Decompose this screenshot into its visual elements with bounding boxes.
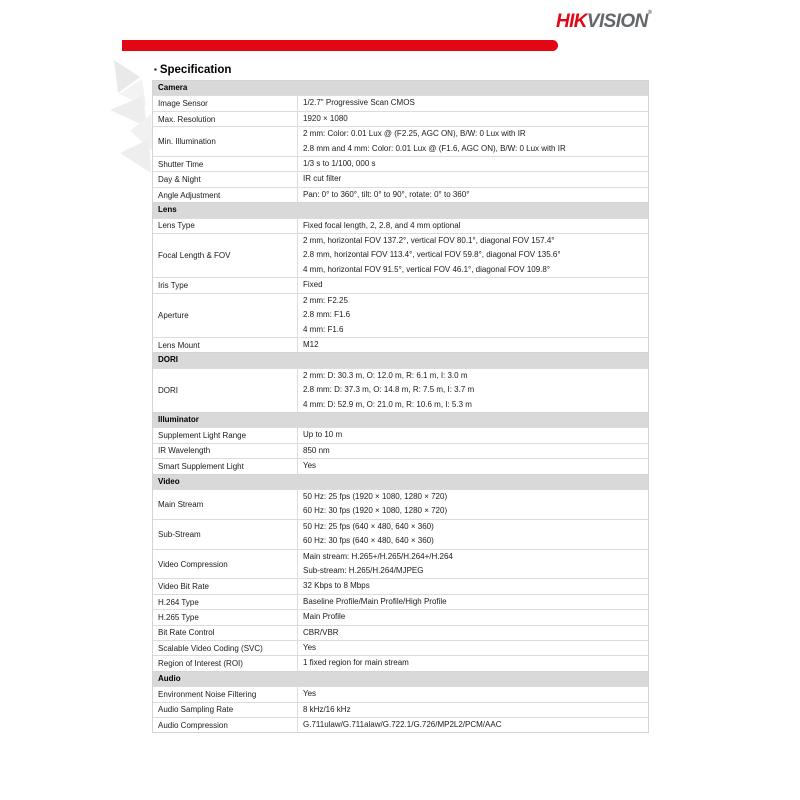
row-label [153, 490, 298, 519]
row-value [298, 294, 648, 337]
section-header-lens: Lens [153, 202, 648, 217]
row-label [153, 219, 298, 233]
row-value-line: Fixed focal length, 2, 2.8, and 4 mm optional [303, 220, 461, 230]
table-row [153, 427, 648, 442]
row-value [298, 490, 648, 519]
logo-hik-text: HIK [556, 11, 587, 32]
row-label-text: Video Compression [158, 559, 228, 569]
row-label-text: DORI [158, 385, 178, 395]
table-row [153, 156, 648, 171]
row-label [153, 444, 298, 458]
row-label-text: Shutter Time [158, 159, 204, 169]
table-row [153, 655, 648, 670]
row-label-text: Supplement Light Range [158, 431, 247, 441]
row-value-line: Yes [303, 689, 317, 699]
row-value-line: Up to 10 m [303, 430, 343, 440]
row-value-line: 1/2.7" Progressive Scan CMOS [303, 98, 415, 108]
row-label-text: Audio Sampling Rate [158, 705, 234, 715]
row-value-line: 60 Hz: 30 fps (640 × 480, 640 × 360) [303, 536, 434, 546]
table-row [153, 126, 648, 156]
row-label-text: Aperture [158, 310, 189, 320]
row-value-line: 32 Kbps to 8 Mbps [303, 581, 370, 591]
row-value-line: Yes [303, 461, 317, 471]
row-label-text: Lens Type [158, 221, 195, 231]
row-label-text: Angle Adjustment [158, 190, 221, 200]
row-label [153, 610, 298, 624]
row-value-line: 2.8 mm, horizontal FOV 113.4°, vertical FOV 59.8°, diagonal FOV 135.6° [303, 250, 561, 260]
row-value-line: 1/3 s to 1/100, 000 s [303, 159, 376, 169]
row-label-text: IR Wavelength [158, 446, 211, 456]
row-label [153, 459, 298, 473]
row-value-line: Yes [303, 643, 317, 653]
table-row [153, 686, 648, 701]
row-value-line: 2.8 mm: F1.6 [303, 310, 351, 320]
row-label [153, 172, 298, 186]
row-value [298, 703, 648, 717]
row-label-text: Video Bit Rate [158, 582, 209, 592]
row-value [298, 579, 648, 593]
row-label-text: Max. Resolution [158, 114, 216, 124]
row-value [298, 718, 648, 732]
row-label [153, 278, 298, 292]
square-bullet-icon: ▪ [154, 65, 157, 74]
spec-table [152, 80, 649, 733]
row-label-text: Audio Compression [158, 720, 228, 730]
row-value-line: 8 kHz/16 kHz [303, 704, 351, 714]
row-value-line: 2 mm: F2.25 [303, 295, 348, 305]
table-row [153, 218, 648, 233]
table-row [153, 640, 648, 655]
table-row [153, 187, 648, 202]
row-value [298, 610, 648, 624]
row-value-line: 60 Hz: 30 fps (1920 × 1080, 1280 × 720) [303, 506, 448, 516]
row-value-line: G.711ulaw/G.711alaw/G.722.1/G.726/MP2L2/PCM/AAC [303, 720, 502, 730]
row-value [298, 219, 648, 233]
table-row [153, 489, 648, 519]
row-value-line: Sub-stream: H.265/H.264/MJPEG [303, 566, 424, 575]
row-label-text: Iris Type [158, 280, 189, 290]
registered-mark-icon: ® [647, 10, 652, 16]
row-value [298, 234, 648, 277]
row-value-line: 850 nm [303, 445, 330, 455]
table-row [153, 337, 648, 352]
row-label [153, 595, 298, 609]
table-row [153, 609, 648, 624]
row-value [298, 96, 648, 110]
row-label-text: Image Sensor [158, 99, 208, 109]
row-label [153, 656, 298, 670]
row-label-text: Day & Night [158, 175, 201, 185]
row-label [153, 188, 298, 202]
row-label [153, 703, 298, 717]
row-value [298, 278, 648, 292]
row-value [298, 550, 648, 579]
row-label-text: H.264 Type [158, 597, 199, 607]
row-value-line: 2 mm: Color: 0.01 Lux @ (F2.25, AGC ON), B/W: 0 Lux with IR [303, 129, 526, 139]
table-row [153, 293, 648, 337]
row-value-line: M12 [303, 339, 319, 349]
row-value [298, 520, 648, 549]
section-header-dori: DORI [153, 352, 648, 367]
row-label-text: Focal Length & FOV [158, 251, 231, 261]
row-value [298, 428, 648, 442]
row-label [153, 579, 298, 593]
row-value [298, 172, 648, 186]
row-value [298, 656, 648, 670]
row-label-text: Main Stream [158, 499, 204, 509]
row-value [298, 188, 648, 202]
row-value [298, 157, 648, 171]
row-value [298, 687, 648, 701]
section-header-audio: Audio [153, 671, 648, 686]
table-row [153, 702, 648, 717]
row-value-line: 2.8 mm and 4 mm: Color: 0.01 Lux @ (F1.6, AGC ON), B/W: 0 Lux with IR [303, 143, 566, 153]
table-row [153, 95, 648, 110]
page-title [154, 64, 231, 76]
table-row [153, 277, 648, 292]
row-label-text: Bit Rate Control [158, 628, 215, 638]
row-value-line: 2 mm, horizontal FOV 137.2°, vertical FOV 80.1°, diagonal FOV 157.4° [303, 236, 555, 246]
row-value-line: 1 fixed region for main stream [303, 658, 409, 668]
row-label [153, 718, 298, 732]
row-value-line: 2 mm: D: 30.3 m, O: 12.0 m, R: 6.1 m, I: 3.0 m [303, 370, 468, 380]
table-row [153, 717, 648, 732]
row-value-line: Fixed [303, 280, 323, 290]
section-header-illuminator: Illuminator [153, 412, 648, 427]
red-accent-bar [122, 40, 558, 51]
row-label-text: Scalable Video Coding (SVC) [158, 643, 263, 653]
row-label [153, 234, 298, 277]
row-value-line: 4 mm: D: 52.9 m, O: 21.0 m, R: 10.6 m, I: 5.3 m [303, 399, 472, 409]
row-label [153, 626, 298, 640]
section-header-camera: Camera [153, 81, 648, 95]
row-value-line: 50 Hz: 25 fps (640 × 480, 640 × 360) [303, 521, 434, 531]
row-value [298, 112, 648, 126]
row-value [298, 338, 648, 352]
row-label [153, 294, 298, 337]
table-row [153, 233, 648, 277]
row-label [153, 550, 298, 579]
row-value [298, 444, 648, 458]
logo-vision-text: VISION [586, 11, 648, 32]
row-value [298, 459, 648, 473]
table-row [153, 519, 648, 549]
table-row [153, 443, 648, 458]
table-row [153, 625, 648, 640]
row-label [153, 96, 298, 110]
table-row [153, 594, 648, 609]
row-label [153, 520, 298, 549]
row-value-line: IR cut filter [303, 174, 342, 184]
row-label-text: Region of Interest (ROI) [158, 659, 243, 669]
row-value-line: 4 mm: F1.6 [303, 324, 344, 334]
row-label [153, 369, 298, 412]
row-label [153, 127, 298, 156]
hikvision-logo [556, 11, 652, 33]
row-label [153, 112, 298, 126]
table-row [153, 549, 648, 579]
row-label [153, 338, 298, 352]
row-label [153, 428, 298, 442]
row-value-line: Main Profile [303, 612, 346, 622]
table-row [153, 578, 648, 593]
row-label [153, 641, 298, 655]
row-value [298, 127, 648, 156]
row-value-line: Main stream: H.265+/H.265/H.264+/H.264 [303, 551, 453, 561]
row-label-text: Environment Noise Filtering [158, 689, 257, 699]
row-value [298, 626, 648, 640]
row-value-line: 4 mm, horizontal FOV 91.5°, vertical FOV 46.1°, diagonal FOV 109.8° [303, 264, 551, 274]
row-label-text: Lens Mount [158, 340, 200, 350]
row-value-line: CBR/VBR [303, 627, 339, 637]
table-row [153, 458, 648, 473]
row-value-line: Pan: 0° to 360°, tilt: 0° to 90°, rotate: 0° to 360° [303, 189, 470, 199]
row-value-line: 2.8 mm: D: 37.3 m, O: 14.8 m, R: 7.5 m, I: 3.7 m [303, 385, 475, 395]
row-label-text: Min. Illumination [158, 137, 216, 147]
section-header-video: Video [153, 474, 648, 489]
row-value [298, 595, 648, 609]
row-label-text: Sub-Stream [158, 529, 201, 539]
row-value-line: 50 Hz: 25 fps (1920 × 1080, 1280 × 720) [303, 491, 448, 501]
page-title-text: Specification [159, 64, 232, 76]
row-value-line: Baseline Profile/Main Profile/High Profile [303, 596, 447, 606]
table-row [153, 368, 648, 412]
row-value [298, 641, 648, 655]
row-value-line: 1920 × 1080 [303, 113, 348, 123]
row-label [153, 157, 298, 171]
row-value [298, 369, 648, 412]
table-row [153, 111, 648, 126]
table-row [153, 171, 648, 186]
row-label-text: H.265 Type [158, 612, 199, 622]
row-label-text: Smart Supplement Light [158, 461, 244, 471]
row-label [153, 687, 298, 701]
